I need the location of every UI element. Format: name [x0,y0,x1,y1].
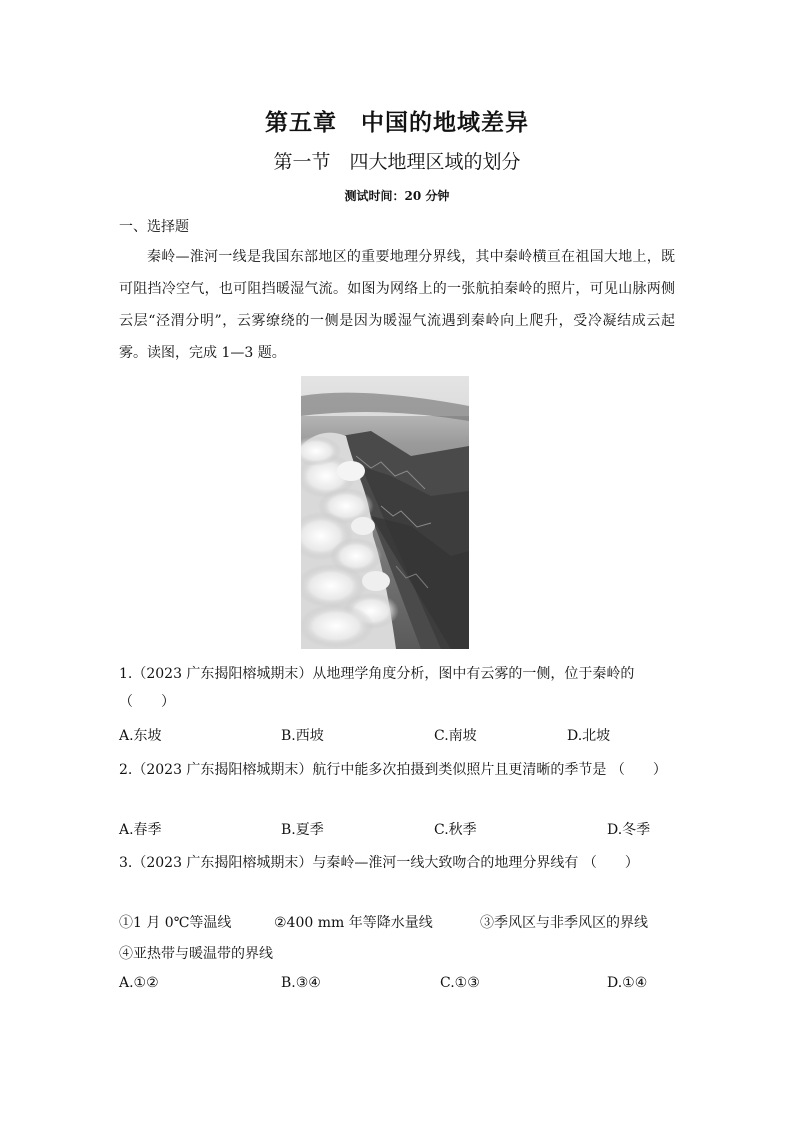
question-3-answer-blank: （ ） [582,855,639,871]
aerial-photo-qinling [301,376,469,649]
question-3-stem [119,849,675,877]
aerial-photo-qinling-icon [301,376,469,649]
question-1-option-a: A.东坡 [119,728,162,744]
question-2-answer-blank: （ ） [610,762,667,778]
reading-passage: 秦岭—淮河一线是我国东部地区的重要地理分界线，其中秦岭横亘在祖国大地上，既可阻挡冷空气，也可阻挡暖湿气流。如图为网络上的一张航拍秦岭的照片，可见山脉两侧云层“泾渭分明”，云雾缭绕的一侧是因为暖湿气流遇到秦岭向上爬升，受冷凝结成云起雾。读图，完成 1—3 题。 [119,249,675,361]
question-1-answer-blank: （ ） [119,694,175,710]
question-2-stem [119,756,675,784]
question-3-option-b: B.③④ [281,975,321,991]
question-2-option-d: D.冬季 [607,822,651,838]
question-3-option-d: D.①④ [607,975,648,991]
question-1-option-c: C.南坡 [434,728,477,744]
question-3-statement-4: ④亚热带与暖温带的界线 [119,946,273,962]
question-3-option-c: C.①③ [440,975,480,991]
question-3-statement-1: ①1 月 0℃等温线 [119,915,232,931]
chapter-title: 第五章 中国的地域差异 [265,110,529,136]
question-2-option-b: B.夏季 [281,822,324,838]
question-1-option-b: B.西坡 [281,728,324,744]
question-3-statement-3: ③季风区与非季风区的界线 [480,915,648,931]
section-heading: 一、选择题 [119,219,189,235]
question-1-stem [119,660,675,716]
question-2-option-c: C.秋季 [434,822,477,838]
section-title: 第一节 四大地理区域的划分 [273,151,521,173]
question-2-text: 2.（2023 广东揭阳榕城期末）航行中能多次拍摄到类似照片且更清晰的季节是 [119,762,607,778]
question-2-option-a: A.春季 [119,822,162,838]
question-3-statement-2: ②400 mm 年等降水量线 [274,915,433,931]
question-1-text: 1.（2023 广东揭阳榕城期末）从地理学角度分析，图中有云雾的一侧，位于秦岭的 [119,666,635,682]
question-1-option-d: D.北坡 [567,728,611,744]
question-3-option-a: A.①② [119,975,159,991]
question-3-text: 3.（2023 广东揭阳榕城期末）与秦岭—淮河一线大致吻合的地理分界线有 [119,855,579,871]
test-time: 测试时间：20 分钟 [344,189,450,203]
